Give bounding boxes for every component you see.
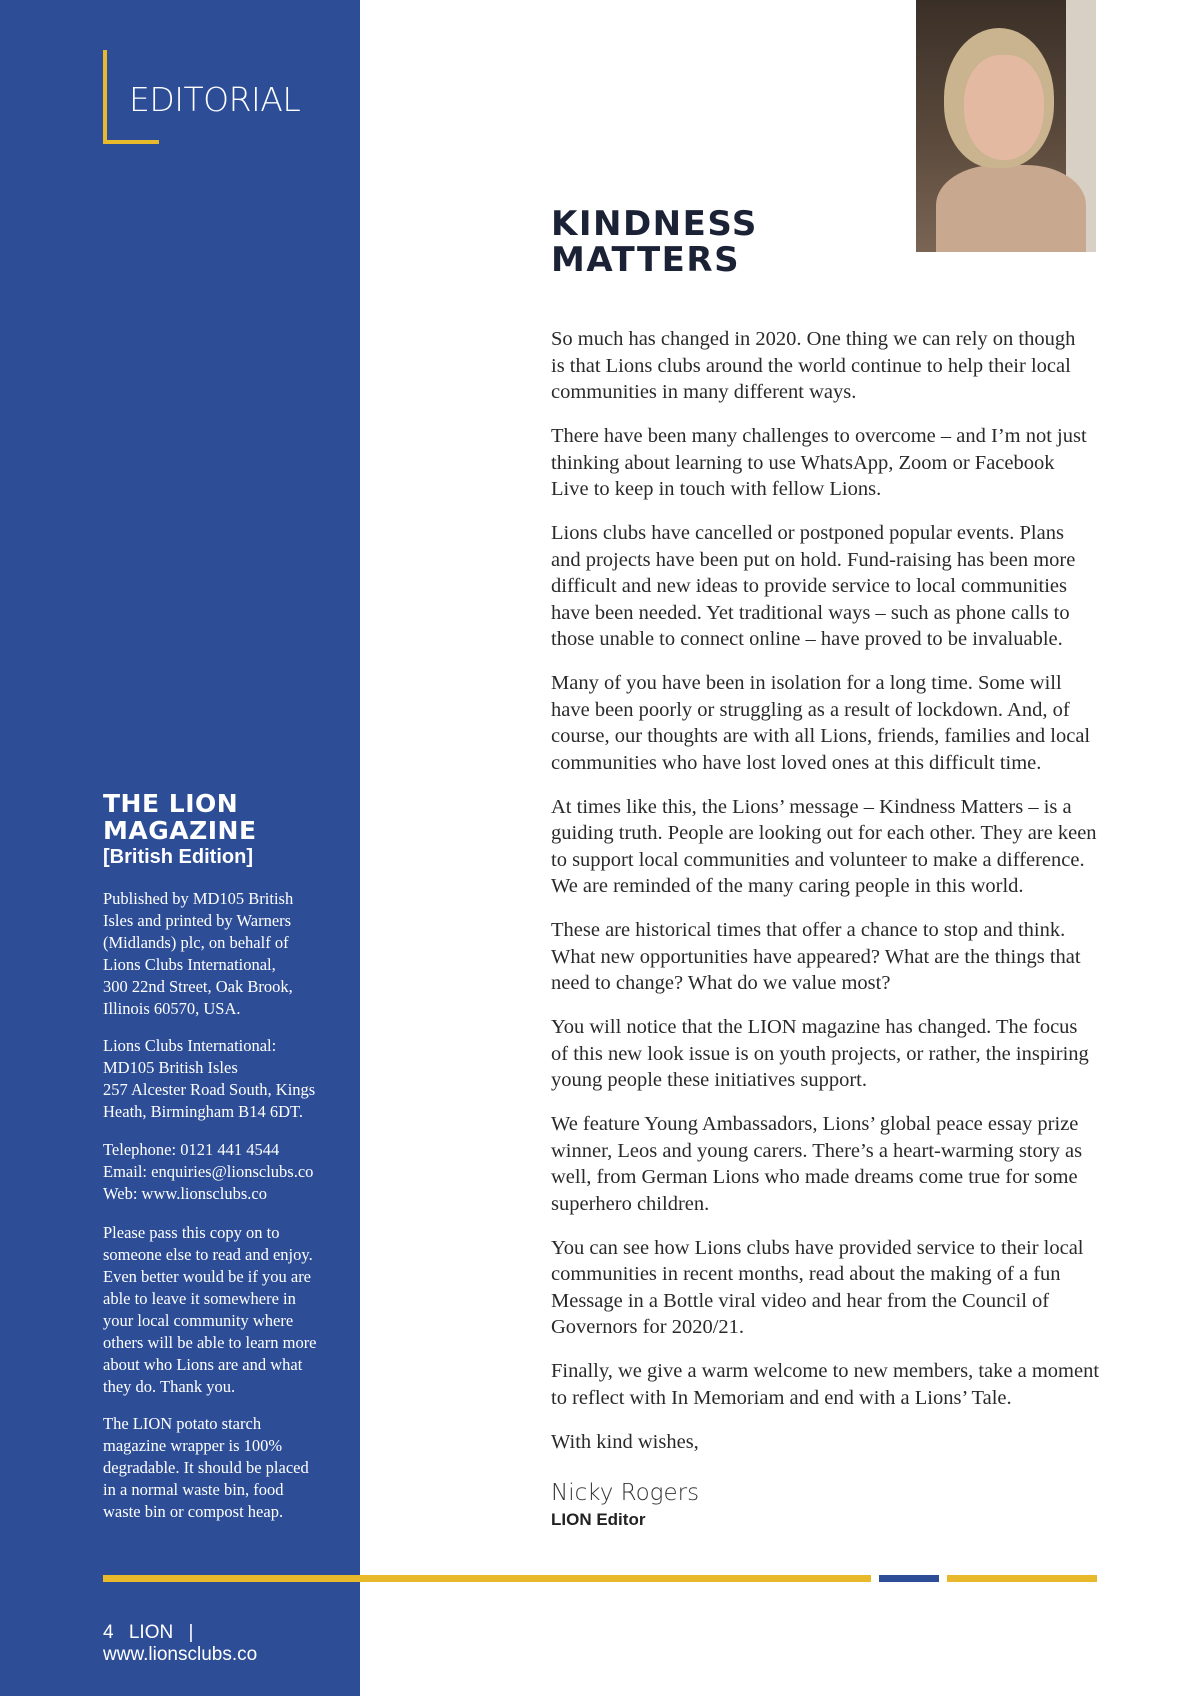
text-line: Message in a Bottle viral video and hear from the Council of xyxy=(551,1289,1050,1312)
text-line: superhero children. xyxy=(551,1192,710,1215)
text-line: Lions Clubs International, xyxy=(103,955,276,974)
telephone: Telephone: 0121 441 4544 xyxy=(103,1140,280,1159)
text-line: young people these initiatives support. xyxy=(551,1069,867,1091)
magazine-edition: [British Edition] xyxy=(103,846,253,868)
text-line: of this new look issue is on youth projects, or rather, the inspiring xyxy=(551,1042,1089,1065)
text-line: thinking about learning to use WhatsApp, Zoom or Facebook xyxy=(551,451,1055,474)
footer-separator: | xyxy=(188,1622,194,1643)
paragraph xyxy=(551,1358,1111,1411)
article-body xyxy=(551,326,1111,1473)
text-line: magazine wrapper is 100% xyxy=(103,1436,283,1455)
text-line: With kind wishes, xyxy=(551,1430,699,1453)
paragraph xyxy=(551,423,1111,503)
wrapper-note xyxy=(103,1413,328,1523)
closing-line xyxy=(551,1429,1111,1456)
text-line: Many of you have been in isolation for a long time. Some will xyxy=(551,672,1062,694)
editor-portrait-photo xyxy=(916,0,1096,252)
text-line: communities who have lost loved ones at this difficult time. xyxy=(551,751,1042,774)
footer-rule-blue xyxy=(879,1575,939,1582)
page-footer xyxy=(103,1622,360,1666)
text-line: winner, Leos and young carers. There’s a heart-warming story as xyxy=(551,1139,1083,1162)
paragraph xyxy=(551,1111,1111,1217)
paragraph xyxy=(551,794,1111,900)
text-line: We are reminded of the many caring people in this world. xyxy=(551,875,1024,897)
web-link[interactable]: Web: www.lionsclubs.co xyxy=(103,1184,267,1203)
text-line: Isles and printed by Warners xyxy=(103,911,292,930)
photo-body xyxy=(936,165,1086,252)
page-number: 4 xyxy=(103,1622,114,1643)
magazine-title xyxy=(103,790,343,844)
text-line: So much has changed in 2020. One thing we can rely on though xyxy=(551,328,1076,350)
footer-rule-yellow-short xyxy=(947,1575,1097,1582)
text-line: What new opportunities have appeared? What are the things that xyxy=(551,945,1081,968)
footer-website-link[interactable]: www.lionsclubs.co xyxy=(103,1644,258,1665)
signature-role: LION Editor xyxy=(551,1510,646,1529)
text-line: have been poorly or struggling as a result of lockdown. And, of xyxy=(551,698,1070,721)
publisher-info xyxy=(103,888,328,1020)
text-line: your local community where xyxy=(103,1311,294,1330)
text-line: about who Lions are and what xyxy=(103,1355,303,1374)
sidebar xyxy=(0,0,360,1696)
text-line: At times like this, the Lions’ message – Kindness Matters – is a xyxy=(551,795,1072,818)
text-line: to reflect with In Memoriam and end with a Lions’ Tale. xyxy=(551,1386,1012,1409)
paragraph xyxy=(551,670,1111,776)
text-line: Lions clubs have cancelled or postponed popular events. Plans xyxy=(551,522,1064,544)
text-line: communities in many different ways. xyxy=(551,381,857,403)
text-line: and projects have been put on hold. Fund-raising has been more xyxy=(551,548,1076,571)
text-line: have been needed. Yet traditional ways – such as phone calls to xyxy=(551,601,1070,624)
section-label: EDITORIAL xyxy=(129,80,301,119)
headline-line: MATTERS xyxy=(551,240,741,280)
address-info xyxy=(103,1035,328,1123)
text-line: The LION potato starch xyxy=(103,1414,262,1433)
text-line: Finally, we give a warm welcome to new members, take a moment xyxy=(551,1360,1100,1382)
photo-face xyxy=(964,55,1044,160)
text-line: in a normal waste bin, food xyxy=(103,1480,284,1499)
text-line: 300 22nd Street, Oak Brook, xyxy=(103,977,293,996)
text-line: Lions Clubs International: xyxy=(103,1036,277,1055)
signature-name: Nicky Rogers xyxy=(551,1480,700,1506)
text-line: You will notice that the LION magazine has changed. The focus xyxy=(551,1016,1078,1038)
magazine-title-line: THE LION xyxy=(103,789,239,818)
paragraph xyxy=(551,326,1111,406)
text-line: able to leave it somewhere in xyxy=(103,1289,296,1308)
text-line: to support local communities and volunteer to make a difference. xyxy=(551,848,1085,871)
footer-rule-yellow xyxy=(103,1575,871,1582)
pass-on-note xyxy=(103,1222,328,1398)
text-line: These are historical times that offer a chance to stop and think. xyxy=(551,919,1066,941)
text-line: Heath, Birmingham B14 6DT. xyxy=(103,1102,303,1121)
text-line: (Midlands) plc, on behalf of xyxy=(103,933,289,952)
publication-name: LION xyxy=(128,1622,174,1643)
text-line: MD105 British Isles xyxy=(103,1058,238,1077)
contact-info xyxy=(103,1139,328,1205)
text-line: waste bin or compost heap. xyxy=(103,1502,284,1521)
text-line: We feature Young Ambassadors, Lions’ global peace essay prize xyxy=(551,1113,1079,1135)
text-line: is that Lions clubs around the world continue to help their local xyxy=(551,354,1071,377)
paragraph xyxy=(551,1235,1111,1341)
text-line: Published by MD105 British xyxy=(103,889,294,908)
text-line: degradable. It should be placed xyxy=(103,1458,309,1477)
text-line: There have been many challenges to overcome – and I’m not just xyxy=(551,425,1087,447)
text-line: difficult and new ideas to provide service to local communities xyxy=(551,575,1067,597)
text-line: course, our thoughts are with all Lions, friends, families and local xyxy=(551,725,1091,747)
paragraph xyxy=(551,1014,1111,1094)
text-line: someone else to read and enjoy. xyxy=(103,1245,313,1264)
text-line: Live to keep in touch with fellow Lions. xyxy=(551,478,882,500)
headline-line: KINDNESS xyxy=(551,204,758,244)
paragraph xyxy=(551,917,1111,997)
email-link[interactable]: Email: enquiries@lionsclubs.co xyxy=(103,1162,314,1181)
text-line: communities in recent months, read about the making of a fun xyxy=(551,1263,1061,1285)
text-line: they do. Thank you. xyxy=(103,1377,236,1396)
text-line: those unable to connect online – have proved to be invaluable. xyxy=(551,628,1063,650)
text-line: 257 Alcester Road South, Kings xyxy=(103,1080,316,1099)
text-line: need to change? What do we value most? xyxy=(551,972,891,994)
text-line: You can see how Lions clubs have provided service to their local xyxy=(551,1236,1084,1259)
paragraph xyxy=(551,520,1111,653)
magazine-title-line: MAGAZINE xyxy=(103,816,257,845)
text-line: Governors for 2020/21. xyxy=(551,1316,745,1338)
text-line: Even better would be if you are xyxy=(103,1267,312,1286)
text-line: Illinois 60570, USA. xyxy=(103,999,241,1018)
text-line: others will be able to learn more xyxy=(103,1333,317,1352)
text-line: Please pass this copy on to xyxy=(103,1223,280,1242)
article-headline xyxy=(551,206,758,278)
text-line: guiding truth. People are looking out for each other. They are keen xyxy=(551,822,1097,844)
text-line: well, from German Lions who made dreams come true for some xyxy=(551,1166,1078,1188)
